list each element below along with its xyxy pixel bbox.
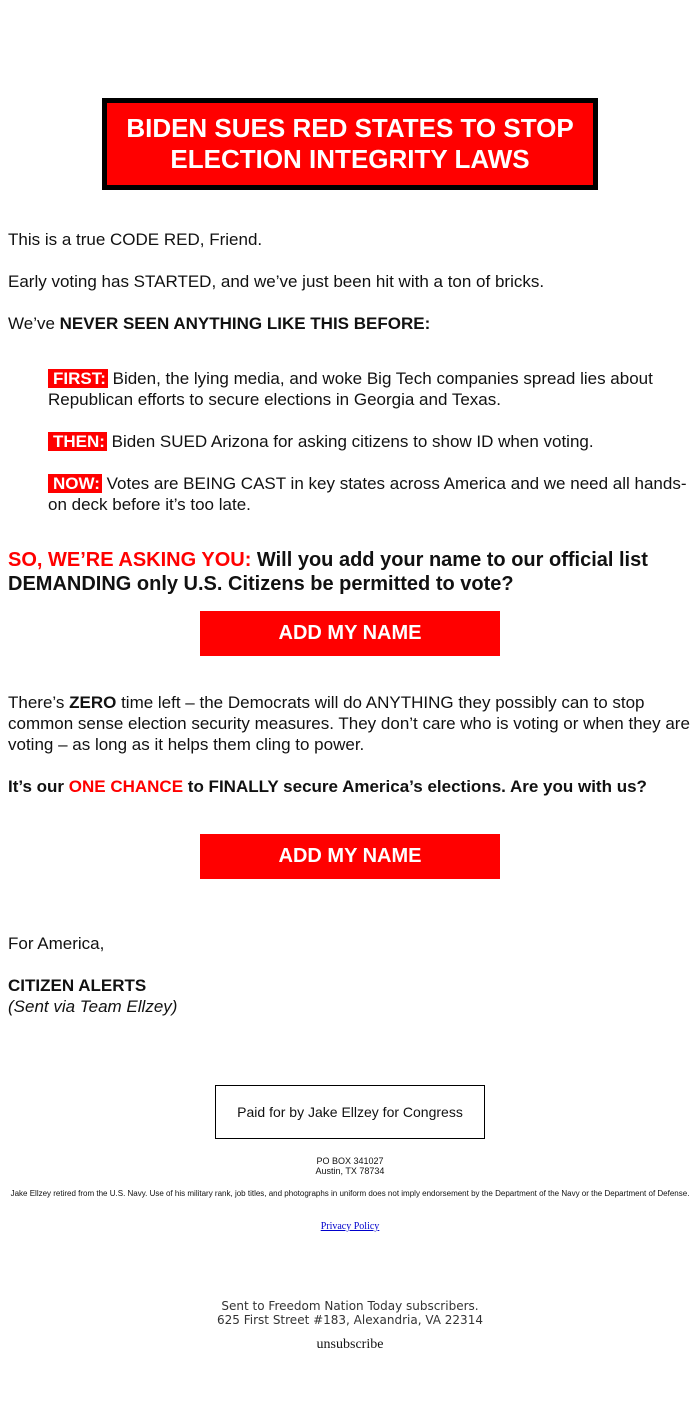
headline-banner [102, 98, 598, 190]
footer-sent-to: Sent to Freedom Nation Today subscribers. [221, 1299, 479, 1313]
one-chance-paragraph [8, 776, 692, 797]
privacy-policy-link[interactable]: Privacy Policy [320, 1221, 380, 1232]
intro-prefix: We’ve [8, 314, 60, 333]
add-my-name-button[interactable]: ADD MY NAME [200, 611, 500, 656]
po-box: PO BOX 341027 [316, 1156, 384, 1166]
unsubscribe-link[interactable]: unsubscribe [316, 1337, 384, 1352]
list-text: Biden SUED Arizona for asking citizens to show ID when voting. [106, 432, 594, 451]
headline-line-1: BIDEN SUES RED STATES TO STOP [126, 113, 574, 143]
add-my-name-button-2[interactable]: ADD MY NAME [200, 834, 500, 879]
intro-paragraph-2: Early voting has STARTED, and we’ve just been hit with a ton of bricks. [8, 272, 545, 291]
list-tag-then: THEN: [48, 432, 107, 451]
list-tag-first: FIRST: [48, 369, 108, 388]
signoff-greeting: For America, [8, 934, 105, 953]
body-rest: time left – the Democrats will do ANYTHING they possibly can to stop common sense election security measures. They don’t care who is voting or when they are voting – as long as it helps them cling to power. [8, 693, 690, 754]
paid-for-box [215, 1085, 485, 1139]
chance-rest: to FINALLY secure America’s elections. Are you with us? [183, 777, 647, 796]
intro-paragraph-3 [8, 313, 692, 334]
list-item [48, 431, 692, 452]
footer-address: 625 First Street #183, Alexandria, VA 22314 [217, 1313, 483, 1327]
intro-paragraph-1: This is a true CODE RED, Friend. [8, 230, 263, 249]
chance-red-text: ONE CHANCE [68, 777, 184, 796]
ask-red-text: SO, WE’RE ASKING YOU: [8, 549, 252, 571]
list-item [48, 473, 692, 515]
ask-heading [8, 548, 692, 596]
chance-prefix: It’s our [8, 777, 69, 796]
city-state: Austin, TX 78734 [315, 1166, 385, 1176]
privacy-policy-wrap [0, 1221, 700, 1232]
paid-for-text: Paid for by Jake Ellzey for Congress [237, 1104, 463, 1120]
list-tag-now: NOW: [48, 474, 102, 493]
signoff-org: CITIZEN ALERTS [8, 976, 147, 995]
military-disclaimer: Jake Ellzey retired from the U.S. Navy. Use of his military rank, job titles, and photographs in uniform does not imply endorsement by the Department of the Navy or the Department of Defense. [10, 1189, 690, 1198]
list-item [48, 368, 692, 410]
headline-line-2: ELECTION INTEGRITY LAWS [170, 144, 530, 174]
list-text: Votes are BEING CAST in key states across America and we need all hands-on deck before it’s too late. [48, 474, 687, 514]
body-paragraph [8, 692, 692, 755]
body-prefix: There’s [8, 693, 70, 712]
list-text: Biden, the lying media, and woke Big Tech companies spread lies about Republican efforts to secure elections in Georgia and Texas. [48, 369, 653, 409]
intro-emphasis: NEVER SEEN ANYTHING LIKE THIS BEFORE: [59, 314, 431, 333]
signoff-sent-via: (Sent via Team Ellzey) [8, 997, 178, 1016]
body-emphasis: ZERO [69, 693, 117, 712]
ask-question: Will you add your name to our official list DEMANDING only U.S. Citizens be permitted to vote? [8, 549, 648, 595]
